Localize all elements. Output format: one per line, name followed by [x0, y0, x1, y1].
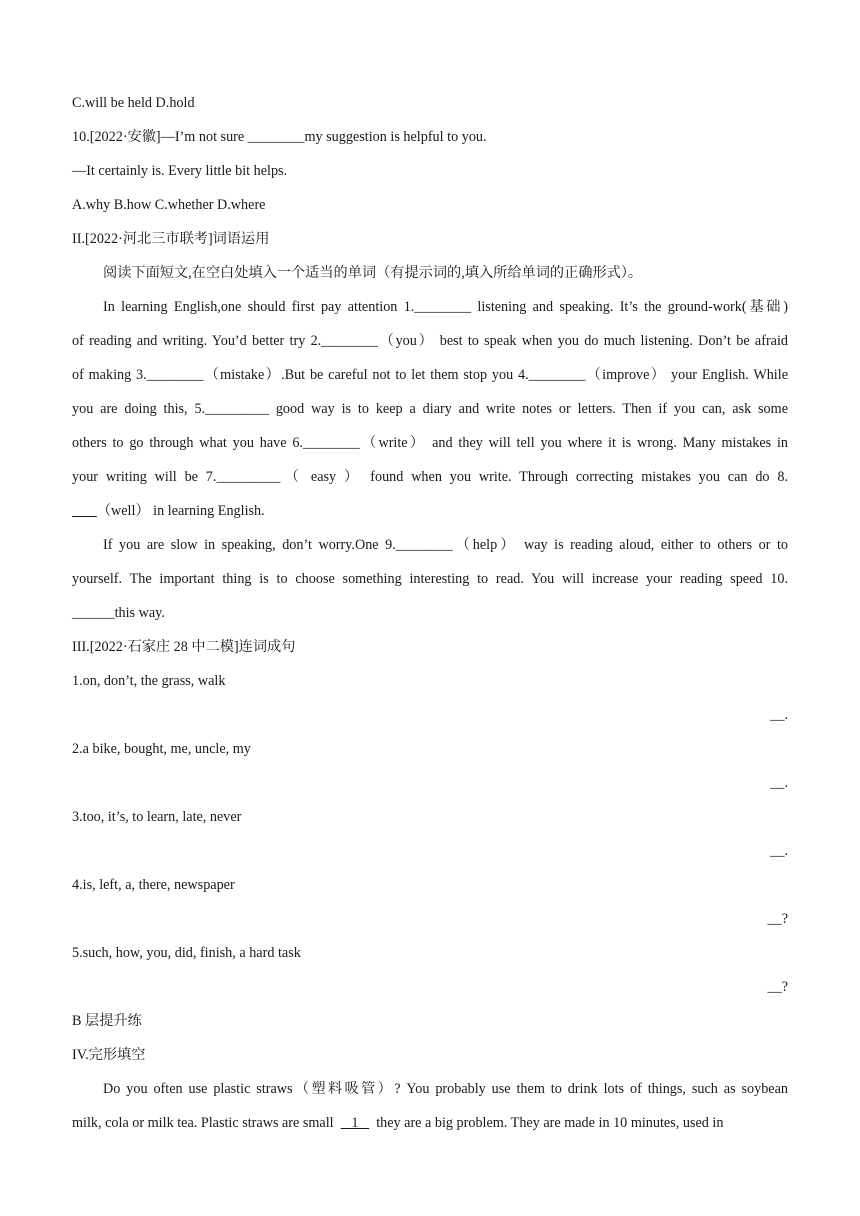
section-ii-heading: II.[2022·河北三市联考]词语运用 [72, 231, 270, 247]
answer-line-1: __. [770, 707, 788, 723]
answer-line-5: __? [767, 979, 788, 995]
question-10: 10.[2022·安徽]—I’m not sure ________my suggestion is helpful to you. [72, 129, 487, 145]
answer-line-2: __. [770, 775, 788, 791]
sentence-prompt-4: 4.is, left, a, there, newspaper [72, 877, 235, 893]
sentence-prompt-5: 5.such, how, you, did, finish, a hard task [72, 945, 301, 961]
section-iii-heading: III.[2022·石家庄 28 中二模]连词成句 [72, 639, 296, 655]
question-10-reply: —It certainly is. Every little bit helps. [72, 163, 288, 179]
cloze-line-2 [72, 1113, 788, 1133]
passage-line-8: If you are slow in speaking, don’t worry.One 9.________（help） way is reading aloud, either to others or to [103, 537, 788, 553]
passage-line-5: others to go through what you have 6.________（write） and they will tell you where it is wrong. Many mistakes in [72, 435, 788, 451]
option-line-9cd: C.will be held D.hold [72, 95, 195, 111]
passage-line-6: your writing will be 7._________（ easy ） found when you write. Through correcting mistakes you can do 8. [72, 469, 788, 485]
section-ii-instructions: 阅读下面短文,在空白处填入一个适当的单词（有提示词的,填入所给单词的正确形式）。 [103, 265, 643, 281]
cloze-blank-1: 1 [340, 1115, 370, 1131]
cloze-line-2-start: milk, cola or milk tea. Plastic straws are small [72, 1115, 341, 1131]
passage-line-1: In learning English,one should first pay attention 1.________ listening and speaking. It’s the ground-work(基础) [103, 299, 788, 315]
passage-line-10: ______this way. [72, 605, 165, 621]
passage-line-4: you are doing this, 5._________ good way is to keep a diary and write notes or letters. Then if you can, ask some [72, 401, 788, 417]
level-b-heading: B 层提升练 [72, 1013, 142, 1029]
passage-line-3: of making 3.________（mistake）.But be careful not to let them stop you 4.________（improve） your English. While [72, 367, 788, 383]
passage-line-2: of reading and writing. You’d better try 2.________（you） best to speak when you do much listening. Don’t be afraid [72, 333, 788, 349]
answer-line-3: __. [770, 843, 788, 859]
answer-line-4: __? [767, 911, 788, 927]
section-iv-heading: IV.完形填空 [72, 1047, 146, 1063]
blank-8 [72, 503, 97, 519]
passage-line-7-text: （well） in learning English. [96, 503, 265, 519]
sentence-prompt-1: 1.on, don’t, the grass, walk [72, 673, 226, 689]
cloze-line-1: Do you often use plastic straws（塑料吸管）? You probably use them to drink lots of things, such as soybean [103, 1081, 788, 1097]
sentence-prompt-3: 3.too, it’s, to learn, late, never [72, 809, 242, 825]
question-10-options: A.why B.how C.whether D.where [72, 197, 266, 213]
sentence-prompt-2: 2.a bike, bought, me, uncle, my [72, 741, 251, 757]
cloze-line-2-end: they are a big problem. They are made in 10 minutes, used in [369, 1115, 724, 1131]
passage-line-7 [72, 501, 788, 521]
passage-line-9: yourself. The important thing is to choose something interesting to read. You will increase your reading speed 10. [72, 571, 788, 587]
